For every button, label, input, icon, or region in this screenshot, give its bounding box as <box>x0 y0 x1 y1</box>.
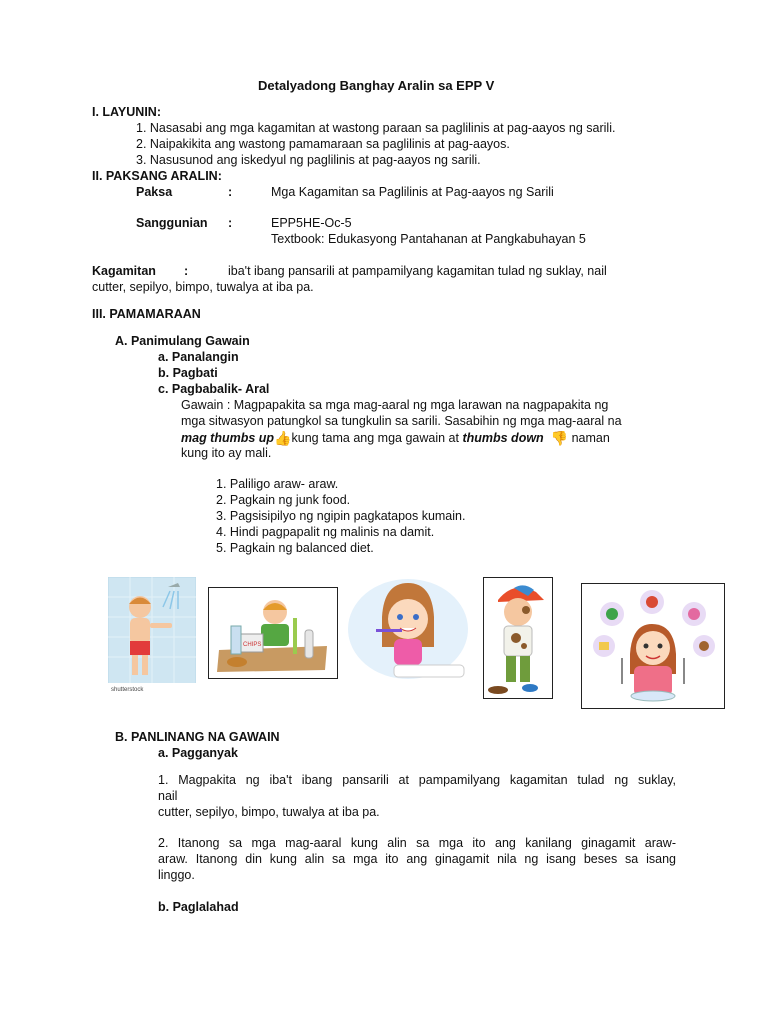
pagganyak-p2-line: araw. Itanong din kung alin sa mga ito ang ginagamit nila ng isang beses sa isang <box>158 852 676 866</box>
sub-item-pagbabalik-aral: c. Pagbabalik- Aral <box>158 382 270 396</box>
sanggunian-colon: : <box>228 216 233 230</box>
layunin-item: 2. Naipakikita ang wastong pamamaraan sa paglilinis at pag-aayos. <box>136 137 510 151</box>
junk-food-image <box>208 587 338 679</box>
gawain-thumbs-line <box>181 430 610 447</box>
paksa-colon: : <box>228 185 233 199</box>
sub-item-pagbati: b. Pagbati <box>158 366 218 380</box>
kagamitan-line: iba't ibang pansarili at pampamilyang kagamitan tulad ng suklay, nail <box>228 264 607 278</box>
pagganyak-p2-line: linggo. <box>158 868 195 882</box>
pagganyak-p1-line: nail <box>158 789 178 803</box>
list-item: 2. Pagkain ng junk food. <box>216 493 351 507</box>
thumbs-up-icon: 👍 <box>274 430 292 446</box>
sanggunian-label: Sanggunian <box>136 216 208 230</box>
gawain-end-text: naman <box>571 430 610 445</box>
gawain-line: Gawain : Magpapakita sa mga mag-aaral ng mga larawan na nagpapakita ng <box>181 398 609 412</box>
sanggunian-textbook: Textbook: Edukasyong Pantahanan at Pangkabuhayan 5 <box>271 232 586 246</box>
paksa-label: Paksa <box>136 185 173 199</box>
kagamitan-line: cutter, sepilyo, bimpo, tuwalya at iba pa. <box>92 280 314 294</box>
dirty-clothes-boy-image <box>483 577 553 699</box>
paksang-aralin-heading: II. PAKSANG ARALIN: <box>92 169 222 183</box>
brushing-teeth-image <box>346 577 470 680</box>
list-item: 1. Paliligo araw- araw. <box>216 477 339 491</box>
sub-item-paglalahad: b. Paglalahad <box>158 900 239 914</box>
sub-item-pagganyak: a. Pagganyak <box>158 746 238 760</box>
thumbs-down-icon: 👎 <box>550 430 569 446</box>
gawain-mid-text: kung tama ang mga gawain at <box>291 430 459 445</box>
panimulang-gawain-heading: A. Panimulang Gawain <box>115 334 250 348</box>
gawain-line: kung ito ay mali. <box>181 446 272 460</box>
layunin-heading: I. LAYUNIN: <box>92 105 161 119</box>
list-item: 3. Pagsisipilyo ng ngipin pagkatapos kumain. <box>216 509 466 523</box>
balanced-diet-girl-image <box>581 583 725 709</box>
shower-boy-image <box>108 577 196 694</box>
thumbs-up-text: mag thumbs up <box>181 430 275 445</box>
paksa-value: Mga Kagamitan sa Paglilinis at Pag-aayos ng Sarili <box>271 185 554 199</box>
pagganyak-p1-line: 1. Magpakita ng iba't ibang pansarili at pampamilyang kagamitan tulad ng suklay, <box>158 773 676 787</box>
list-item: 4. Hindi pagpapalit ng malinis na damit. <box>216 525 435 539</box>
thumbs-down-text: thumbs down <box>462 430 544 445</box>
layunin-item: 3. Nasusunod ang iskedyul ng paglilinis at pag-aayos ng sarili. <box>136 153 481 167</box>
sub-item-panalangin: a. Panalangin <box>158 350 239 364</box>
sanggunian-code: EPP5HE-Oc-5 <box>271 216 352 230</box>
kagamitan-colon: : <box>184 264 189 278</box>
shutterstock-watermark: shutterstock <box>111 687 144 693</box>
layunin-item: 1. Nasasabi ang mga kagamitan at wastong paraan sa paglilinis at pag-aayos ng sarili. <box>136 121 616 135</box>
kagamitan-label: Kagamitan <box>92 264 156 278</box>
list-item: 5. Pagkain ng balanced diet. <box>216 541 374 555</box>
panlinang-heading: B. PANLINANG NA GAWAIN <box>115 730 280 744</box>
pagganyak-p1-line: cutter, sepilyo, bimpo, tuwalya at iba pa. <box>158 805 380 819</box>
gawain-line: mga sitwasyon patungkol sa tungkulin sa sarili. Sasabihin ng mga mag-aaral na <box>181 414 622 428</box>
page-title: Detalyadong Banghay Aralin sa EPP V <box>258 78 495 93</box>
junk-food-bag-label: CHIPS <box>243 642 262 648</box>
pagganyak-p2-line: 2. Itanong sa mga mag-aaral kung alin sa mga ito ang kanilang ginagamit araw- <box>158 836 676 850</box>
pamamaraan-heading: III. PAMAMARAAN <box>92 307 201 321</box>
